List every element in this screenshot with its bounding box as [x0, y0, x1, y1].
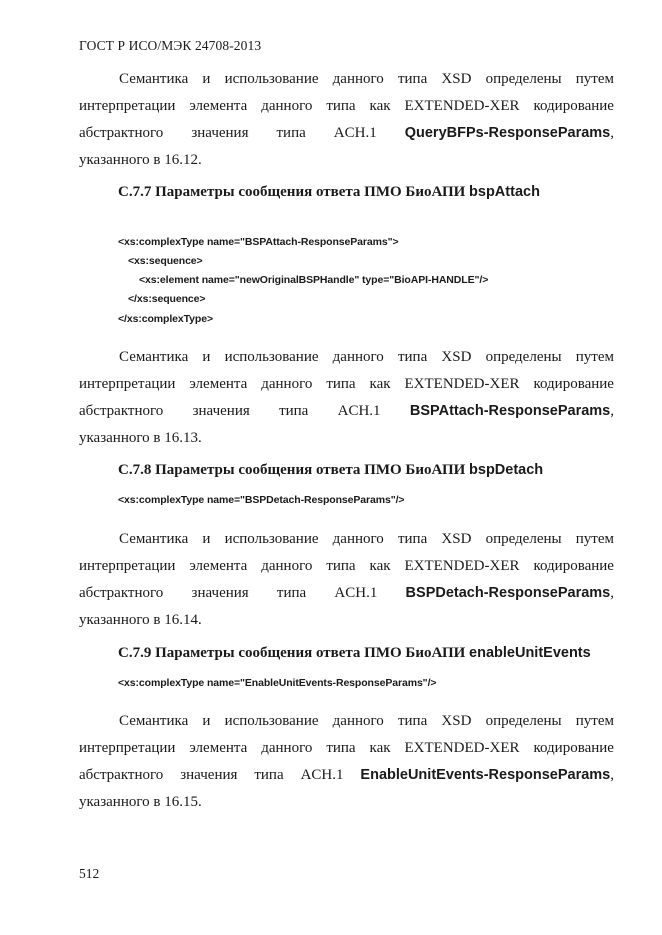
type-name-text: EnableUnitEvents-ResponseParams [360, 767, 611, 783]
paragraph-line [79, 398, 614, 425]
code-line: </xs:sequence> [128, 293, 206, 305]
word: значения [191, 125, 249, 141]
word: абстрактного [79, 125, 164, 141]
word: определены [485, 713, 562, 729]
section-heading-function: bspAttach [469, 184, 540, 200]
word: интерпретации [79, 740, 176, 756]
paragraph-line [79, 708, 614, 735]
word: и [202, 71, 211, 87]
paragraph [79, 526, 614, 634]
word: типа [397, 713, 428, 729]
word: путем [575, 531, 614, 547]
word: EXTENDED-XER [404, 740, 520, 756]
word: типа [254, 767, 284, 783]
word: Семантика [119, 349, 189, 365]
word: типа [276, 585, 307, 601]
word: и [202, 531, 211, 547]
paragraph-line [79, 120, 614, 147]
paragraph-line [79, 553, 614, 580]
word: интерпретации [79, 376, 176, 392]
word: и [202, 713, 211, 729]
word: элемента [189, 740, 248, 756]
paragraph-line [79, 66, 614, 93]
paragraph-last-line: указанного в 16.15. [79, 794, 202, 810]
word: путем [575, 713, 614, 729]
paragraph-line [79, 93, 614, 120]
word: EXTENDED-XER [404, 558, 520, 574]
word: XSD [441, 71, 472, 87]
word: Семантика [119, 71, 189, 87]
word: типа [326, 740, 356, 756]
section-heading-title: C.7.9 Параметры сообщения ответа ПМО БиоАПИ [118, 645, 466, 661]
word: значения [180, 767, 238, 783]
type-name-text: BSPDetach-ResponseParams [405, 585, 611, 601]
type-name-suffix: , [610, 403, 614, 419]
section-heading-title: C.7.7 Параметры сообщения ответа ПМО БиоАПИ [118, 184, 466, 200]
word: EXTENDED-XER [404, 376, 520, 392]
word: типа [397, 71, 428, 87]
word: абстрактного [79, 585, 164, 601]
type-name [405, 120, 614, 147]
word: XSD [441, 713, 472, 729]
word: данного [332, 71, 384, 87]
word: данного [261, 740, 313, 756]
code-line: <xs:complexType name="BSPAttach-ResponseParams"> [118, 236, 399, 248]
paragraph [79, 344, 614, 452]
section-heading-function: enableUnitEvents [469, 645, 591, 661]
word: типа [276, 125, 306, 141]
word: данного [332, 349, 384, 365]
word: данного [332, 531, 384, 547]
word: интерпретации [79, 558, 176, 574]
type-name-suffix: , [610, 585, 614, 601]
word: EXTENDED-XER [404, 98, 520, 114]
type-name-text: BSPAttach-ResponseParams [409, 403, 611, 419]
word: данного [261, 558, 313, 574]
word: использование [224, 71, 319, 87]
word: абстрактного [79, 403, 164, 419]
code-line: </xs:complexType> [118, 313, 213, 325]
word: и [202, 349, 211, 365]
word: значения [192, 403, 250, 419]
word: типа [326, 558, 356, 574]
word: типа [397, 531, 428, 547]
word: интерпретации [79, 98, 176, 114]
word: значения [191, 585, 249, 601]
code-line: <xs:element name="newOriginalBSPHandle" type="BioAPI-HANDLE"/> [139, 274, 489, 286]
word: путем [575, 349, 614, 365]
word: путем [575, 71, 614, 87]
word: XSD [441, 531, 472, 547]
section-heading-title: C.7.8 Параметры сообщения ответа ПМО БиоАПИ [118, 462, 466, 478]
word: данного [261, 376, 313, 392]
word: типа [326, 376, 356, 392]
type-name-text: QueryBFPs-ResponseParams [404, 125, 611, 141]
word: кодирование [533, 376, 614, 392]
word: данного [261, 98, 313, 114]
word: использование [224, 531, 319, 547]
word: ACH.1 [334, 585, 378, 601]
word: Семантика [119, 713, 189, 729]
paragraph-line [79, 580, 614, 607]
word: ACH.1 [333, 125, 377, 141]
word: данного [332, 713, 384, 729]
word: типа [397, 349, 428, 365]
paragraph-last-line: указанного в 16.12. [79, 152, 202, 168]
paragraph-last-line: указанного в 16.14. [79, 612, 202, 628]
word: определены [485, 349, 562, 365]
word: использование [224, 349, 319, 365]
type-name [410, 398, 614, 425]
paragraph-line [79, 371, 614, 398]
word: использование [224, 713, 319, 729]
word: ACH.1 [337, 403, 381, 419]
paragraph [79, 708, 614, 816]
paragraph-line [79, 735, 614, 762]
code-line: <xs:complexType name="EnableUnitEvents-ResponseParams"/> [118, 677, 437, 689]
paragraph-line [79, 344, 614, 371]
section-heading [118, 645, 591, 662]
word: определены [485, 71, 562, 87]
word: ACH.1 [300, 767, 344, 783]
word: как [369, 740, 391, 756]
page-number: 512 [79, 866, 100, 881]
paragraph-line [79, 526, 614, 553]
paragraph [79, 66, 614, 174]
word: как [369, 376, 391, 392]
word: абстрактного [79, 767, 164, 783]
word: элемента [189, 558, 248, 574]
word: кодирование [533, 740, 614, 756]
word: как [369, 558, 391, 574]
document-header: ГОСТ Р ИСО/МЭК 24708-2013 [79, 38, 262, 53]
type-name [406, 580, 614, 607]
word: элемента [189, 98, 248, 114]
code-line: <xs:sequence> [128, 255, 203, 267]
code-line: <xs:complexType name="BSPDetach-ResponseParams"/> [118, 494, 405, 506]
word: кодирование [533, 98, 614, 114]
section-heading-function: bspDetach [469, 462, 544, 478]
type-name [360, 762, 614, 789]
word: Семантика [119, 531, 189, 547]
paragraph-last-line: указанного в 16.13. [79, 430, 202, 446]
word: типа [326, 98, 356, 114]
word: определены [485, 531, 562, 547]
word: типа [279, 403, 309, 419]
section-heading [118, 184, 540, 201]
type-name-suffix: , [610, 125, 614, 141]
word: как [369, 98, 391, 114]
word: кодирование [533, 558, 614, 574]
paragraph-line [79, 762, 614, 789]
type-name-suffix: , [610, 767, 614, 783]
section-heading [118, 462, 543, 479]
word: элемента [189, 376, 248, 392]
word: XSD [441, 349, 472, 365]
